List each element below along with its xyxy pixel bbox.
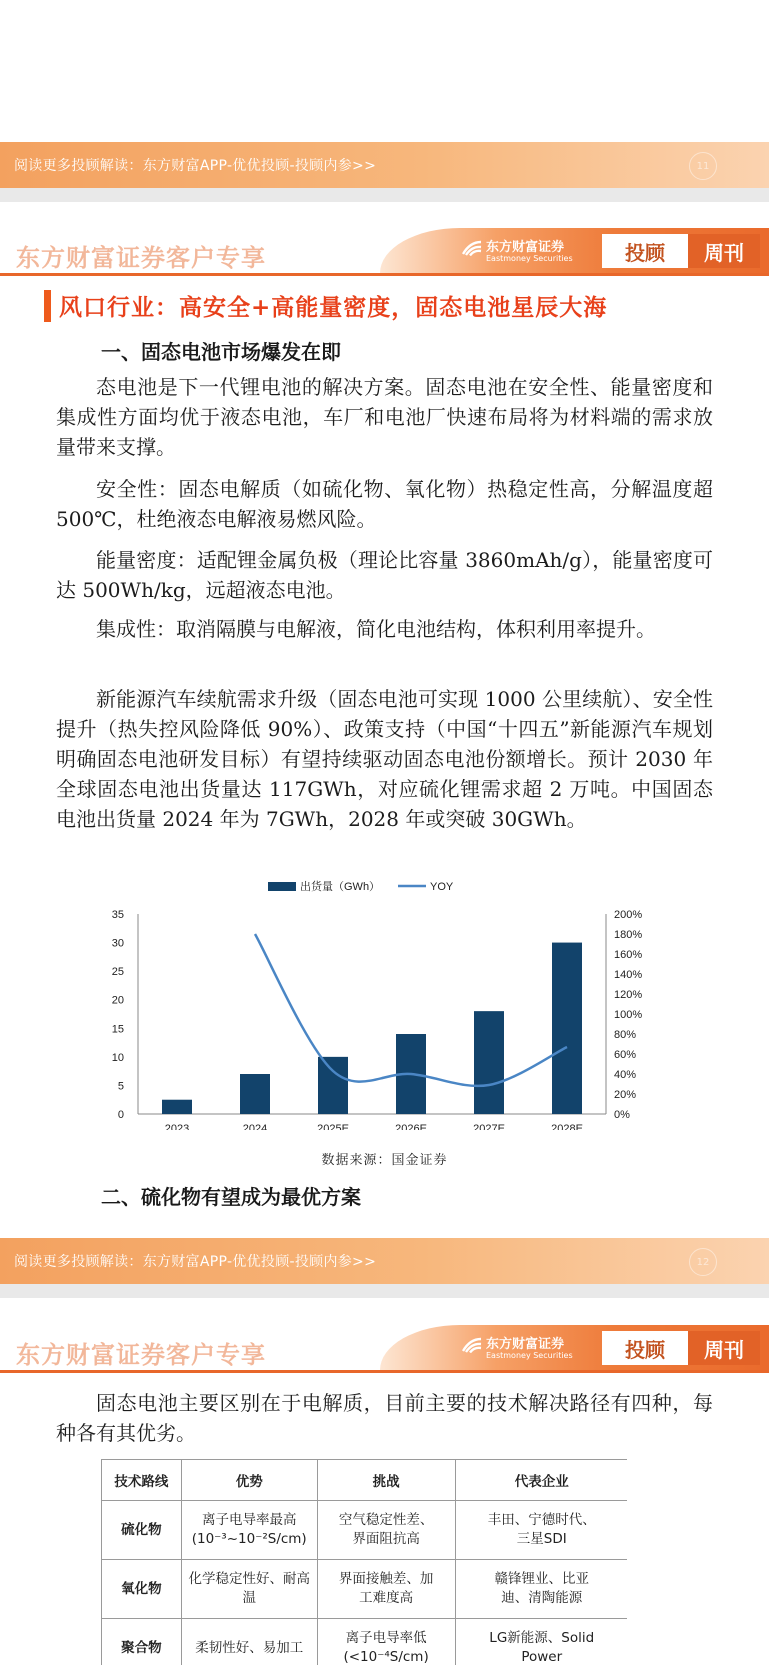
y-left-tick-label: 35 bbox=[111, 909, 124, 921]
y-left-tick-label: 10 bbox=[111, 1051, 124, 1064]
data-source: 数据来源：国金证券 bbox=[321, 1153, 448, 1168]
y-left-tick-label: 25 bbox=[111, 966, 124, 979]
table-cell: 赣锋锂业、比亚 迪、清陶能源 bbox=[455, 1560, 627, 1619]
x-tick-label: 2026E bbox=[395, 1123, 427, 1130]
table-header-cell: 挑战 bbox=[317, 1460, 455, 1501]
tech-route-table bbox=[101, 1459, 627, 1665]
x-tick-label: 2027E bbox=[473, 1123, 505, 1130]
tag-tougu: 投顾 bbox=[602, 1331, 688, 1365]
page-number: 11 bbox=[689, 152, 717, 180]
y-right-tick-label: 160% bbox=[614, 949, 643, 961]
table-cell: 离子电导率低 (<10⁻⁴S/cm) bbox=[317, 1619, 455, 1665]
logo-en: Eastmoney Securities bbox=[486, 254, 573, 263]
table-row bbox=[102, 1501, 628, 1560]
promo-text[interactable]: 阅读更多投顾解读：东方财富APP-优优投顾-投顾内参>> bbox=[14, 158, 377, 174]
table-row bbox=[102, 1560, 628, 1619]
x-tick-label: 2024 bbox=[242, 1123, 268, 1130]
heading-2: 二、硫化物有望成为最优方案 bbox=[101, 1185, 361, 1209]
tag-tougu: 投顾 bbox=[602, 234, 688, 268]
page-number: 12 bbox=[689, 1248, 717, 1276]
legend-bar-label: 出货量（GWh） bbox=[300, 881, 381, 893]
legend-line-label: YOY bbox=[430, 881, 454, 893]
table-cell: 丰田、宁德时代、 三星SDI bbox=[455, 1501, 627, 1560]
table-header-cell: 优势 bbox=[181, 1460, 317, 1501]
promo-text[interactable]: 阅读更多投顾解读：东方财富APP-优优投顾-投顾内参>> bbox=[14, 1254, 377, 1270]
x-tick-label: 2023 bbox=[164, 1123, 190, 1130]
table-cell: 化学稳定性好、耐高 温 bbox=[181, 1560, 317, 1619]
table-cell: LG新能源、Solid Power bbox=[455, 1619, 627, 1665]
heading-1: 一、固态电池市场爆发在即 bbox=[101, 340, 341, 364]
table-cell: 柔韧性好、易加工 bbox=[181, 1619, 317, 1665]
y-left-tick-label: 0 bbox=[117, 1109, 124, 1121]
table-cell: 硫化物 bbox=[102, 1501, 182, 1560]
table-cell: 氧化物 bbox=[102, 1560, 182, 1619]
logo-cn: 东方财富证券 bbox=[486, 1337, 565, 1352]
y-left-tick-label: 30 bbox=[111, 937, 124, 950]
paragraph: 能量密度：适配锂金属负极（理论比容量 3860mAh/g），能量密度可达 500Wh/kg，远超液态电池。 bbox=[56, 548, 713, 602]
x-tick-label: 2025E bbox=[317, 1123, 349, 1130]
y-right-tick-label: 200% bbox=[614, 909, 643, 921]
table-cell: 界面接触差、加 工难度高 bbox=[317, 1560, 455, 1619]
y-right-tick-label: 120% bbox=[614, 989, 643, 1001]
paragraph: 集成性：取消隔膜与电解液，简化电池结构，体积利用率提升。 bbox=[96, 617, 656, 641]
y-right-tick-label: 40% bbox=[614, 1069, 637, 1081]
paragraph: 安全性：固态电解质（如硫化物、氧化物）热稳定性高，分解温度超 500℃，杜绝液态电解液易燃风险。 bbox=[56, 477, 713, 531]
y-right-tick-label: 180% bbox=[614, 929, 643, 941]
y-right-tick-label: 80% bbox=[614, 1029, 637, 1041]
y-left-tick-label: 5 bbox=[117, 1080, 124, 1093]
y-right-tick-label: 60% bbox=[614, 1049, 637, 1061]
paragraph: 态电池是下一代锂电池的解决方案。固态电池在安全性、能量密度和集成性方面均优于液态电池，车厂和电池厂快速布局将为材料端的需求放量带来支撑。 bbox=[56, 375, 713, 459]
table-cell: 离子电导率最高 (10⁻³~10⁻²S/cm) bbox=[181, 1501, 317, 1560]
x-tick-label: 2028E bbox=[551, 1123, 583, 1130]
table-cell: 空气稳定性差、 界面阻抗高 bbox=[317, 1501, 455, 1560]
logo-cn: 东方财富证券 bbox=[486, 240, 565, 255]
section-title-text: 风口行业：高安全+高能量密度，固态电池星辰大海 bbox=[59, 294, 608, 321]
table-header-row bbox=[102, 1460, 628, 1501]
y-right-tick-label: 140% bbox=[614, 969, 643, 981]
table-header-cell: 技术路线 bbox=[102, 1460, 182, 1501]
table-row bbox=[102, 1619, 628, 1665]
logo-en: Eastmoney Securities bbox=[486, 1351, 573, 1360]
y-right-tick-label: 100% bbox=[614, 1009, 643, 1021]
y-left-tick-label: 20 bbox=[111, 994, 124, 1007]
tag-zhoukan: 周刊 bbox=[688, 1331, 760, 1365]
tag-zhoukan: 周刊 bbox=[688, 234, 760, 268]
table-header-cell: 代表企业 bbox=[455, 1460, 627, 1501]
y-right-tick-label: 0% bbox=[614, 1109, 630, 1121]
paragraph: 固态电池主要区别在于电解质，目前主要的技术解决路径有四种，每种各有其优劣。 bbox=[56, 1391, 713, 1445]
brand-text: 东方财富证券客户专享 bbox=[16, 1341, 266, 1369]
y-right-tick-label: 20% bbox=[614, 1089, 637, 1101]
paragraph: 新能源汽车续航需求升级（固态电池可实现 1000 公里续航）、安全性提升（热失控风险降低 90%）、政策支持（中国“十四五”新能源汽车规划明确固态电池研发目标）有望持续驱动固态电池份额增长。预计 2030 年全球固态电池出货量达 117GWh，对应硫化锂需求超 2 万吨。中国固态电池出货量 2024 年为 7GWh，2028 年或突破 30GWh。 bbox=[56, 687, 713, 831]
brand-text: 东方财富证券客户专享 bbox=[16, 244, 266, 272]
y-left-tick-label: 15 bbox=[111, 1023, 124, 1036]
table-cell: 聚合物 bbox=[102, 1619, 182, 1665]
